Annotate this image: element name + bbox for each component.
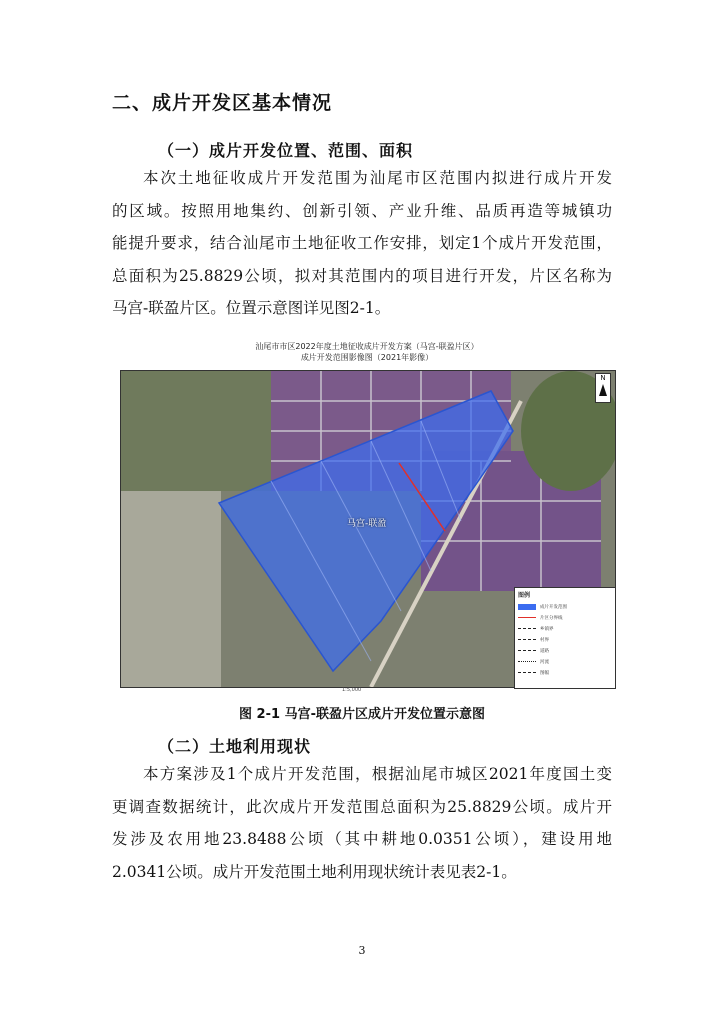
figure-caption: 图 2-1 马宫-联盈片区成片开发位置示意图 xyxy=(239,707,485,722)
dash-line-swatch-icon xyxy=(518,628,536,629)
paragraph-line: 更调查数据统计，此次成片开发范围总面积为25.8829公顷。成片开 xyxy=(112,797,612,816)
legend-item xyxy=(515,656,615,667)
zone-label: 马宫-联盈 xyxy=(347,519,387,529)
legend-item xyxy=(515,623,615,634)
subsection-heading-landuse: （二）土地利用现状 xyxy=(158,737,312,756)
map-title: 汕尾市市区2022年度土地征收成片开发方案（马宫-联盈片区） xyxy=(255,342,479,351)
north-arrow-icon xyxy=(599,384,607,396)
legend-label: 图幅 xyxy=(540,670,549,676)
north-label: N xyxy=(600,374,606,382)
page-number: 3 xyxy=(358,944,366,957)
dash-line-swatch-icon xyxy=(518,672,536,673)
paragraph-line: 发涉及农用地23.8488公顷（其中耕地0.0351公顷），建设用地 xyxy=(112,830,612,848)
legend-label: 村界 xyxy=(540,637,549,643)
paragraph-line: 总面积为25.8829公顷，拟对其范围内的项目进行开发，片区名称为 xyxy=(112,266,612,285)
legend-item xyxy=(515,667,615,678)
map-subtitle: 成片开发范围影像图（2021年影像） xyxy=(300,353,434,362)
legend-title: 图例 xyxy=(518,592,531,599)
paragraph-line: 的区域。按照用地集约、创新引领、产业升维、品质再造等城镇功 xyxy=(112,201,612,220)
dash-line-swatch-icon xyxy=(518,639,536,640)
map-legend xyxy=(514,587,616,689)
paragraph-landuse xyxy=(112,758,612,888)
paragraph-line: 能提升要求，结合汕尾市土地征收工作安排，划定1个成片开发范围， xyxy=(112,234,612,252)
red-line-swatch-icon xyxy=(518,617,536,618)
legend-item xyxy=(515,612,615,623)
north-arrow xyxy=(595,373,611,403)
legend-item xyxy=(515,601,615,612)
dash-line-swatch-icon xyxy=(518,661,536,662)
subsection-heading-location: （一）成片开发位置、范围、面积 xyxy=(158,141,414,160)
blue-fill-swatch-icon xyxy=(518,604,536,610)
paragraph-line: 本方案涉及1个成片开发范围，根据汕尾市城区2021年度国土变 xyxy=(143,765,612,783)
vegetation-area xyxy=(121,371,281,491)
satellite-map xyxy=(120,370,616,688)
paragraph-line: 本次土地征收成片开发范围为汕尾市区范围内拟进行成片开发 xyxy=(143,169,612,187)
map-scale: 1:5,000 xyxy=(342,687,362,693)
section-heading: 二、成片开发区基本情况 xyxy=(112,92,333,114)
dash-line-swatch-icon xyxy=(518,650,536,651)
legend-item xyxy=(515,645,615,656)
legend-item xyxy=(515,634,615,645)
legend-label: 乡镇界 xyxy=(540,626,554,632)
legend-label: 道路 xyxy=(540,648,549,654)
village-area xyxy=(121,491,221,687)
paragraph-line: 2.0341公顷。成片开发范围土地利用现状统计表见表2-1。 xyxy=(112,862,517,881)
paragraph-line: 马宫-联盈片区。位置示意图详见图2-1。 xyxy=(112,299,391,317)
legend-label: 成片开发范围 xyxy=(540,604,567,610)
legend-label: 河流 xyxy=(540,659,549,665)
legend-label: 片区分界线 xyxy=(540,615,563,621)
paragraph-location xyxy=(112,162,612,325)
